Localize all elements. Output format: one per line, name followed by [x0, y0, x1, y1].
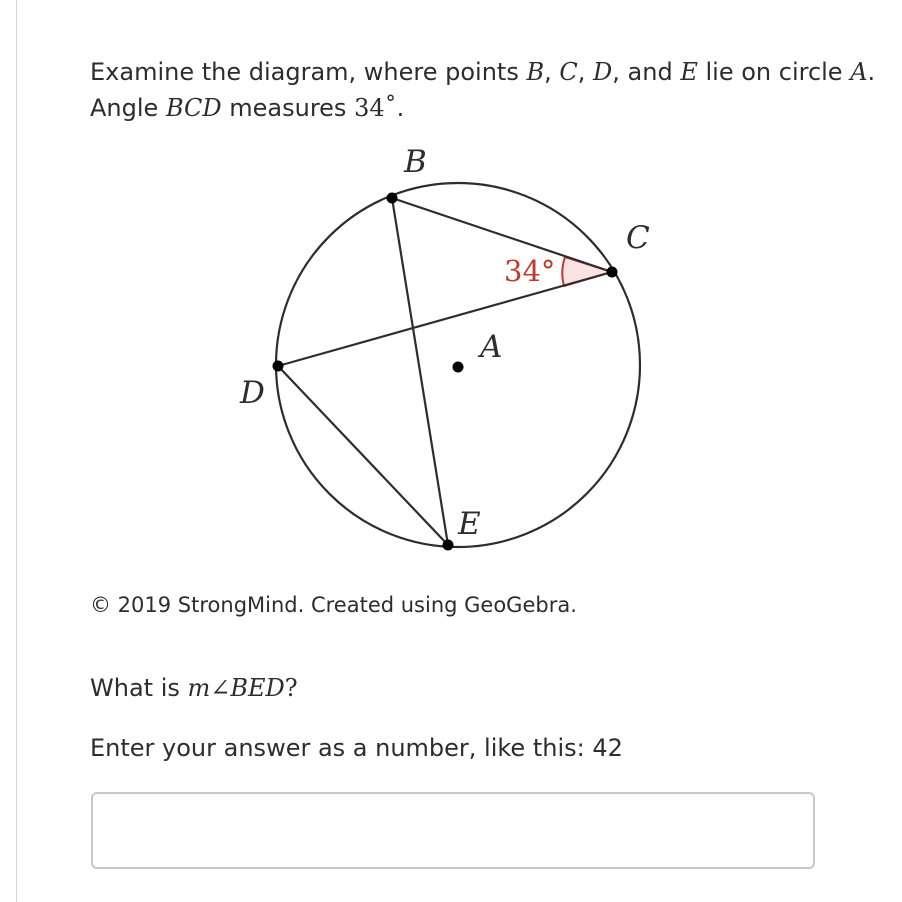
label-a: A [480, 329, 503, 365]
point-d-var: D [593, 58, 613, 86]
point-d [273, 361, 284, 372]
point-c [607, 267, 618, 278]
angle-bcd-var: BCD [165, 94, 222, 122]
credit-text: © 2019 StrongMind. Created using GeoGebra. [90, 593, 577, 617]
segment-be [392, 198, 448, 545]
problem-text: lie on circle [697, 58, 851, 86]
instructions-text: Enter your answer as a number, like this: 42 [90, 734, 623, 762]
answer-instructions [90, 731, 623, 766]
problem-text: Angle [90, 94, 166, 122]
question-text: What is [90, 674, 188, 702]
problem-text: , [577, 58, 594, 86]
angle-bcd-marker [562, 257, 612, 286]
label-d: D [240, 375, 265, 411]
label-c: C [626, 220, 650, 256]
point-a [453, 362, 464, 373]
problem-text: . [396, 94, 405, 122]
angle-measure: 34˚ [354, 94, 397, 122]
problem-text: . [867, 58, 876, 86]
problem-text: , [544, 58, 560, 86]
angle-bed-expr: m∠BED [187, 674, 285, 702]
point-e [443, 540, 454, 551]
question-mark: ? [284, 674, 298, 702]
point-b-var: B [526, 58, 545, 86]
problem-text: , and [612, 58, 681, 86]
circle-a-var: A [850, 58, 868, 86]
point-e-var: E [680, 58, 698, 86]
problem-text: Examine the diagram, where points [90, 58, 527, 86]
point-c-var: C [559, 58, 578, 86]
answer-input[interactable] [91, 792, 815, 869]
point-b [387, 193, 398, 204]
segment-bc [392, 198, 612, 272]
label-e: E [458, 506, 481, 542]
segment-cd [278, 272, 612, 366]
label-b: B [404, 144, 427, 180]
angle-label: 34° [504, 254, 556, 288]
image-credit [90, 588, 577, 623]
problem-text: measures [221, 94, 355, 122]
question-prompt [90, 671, 298, 706]
